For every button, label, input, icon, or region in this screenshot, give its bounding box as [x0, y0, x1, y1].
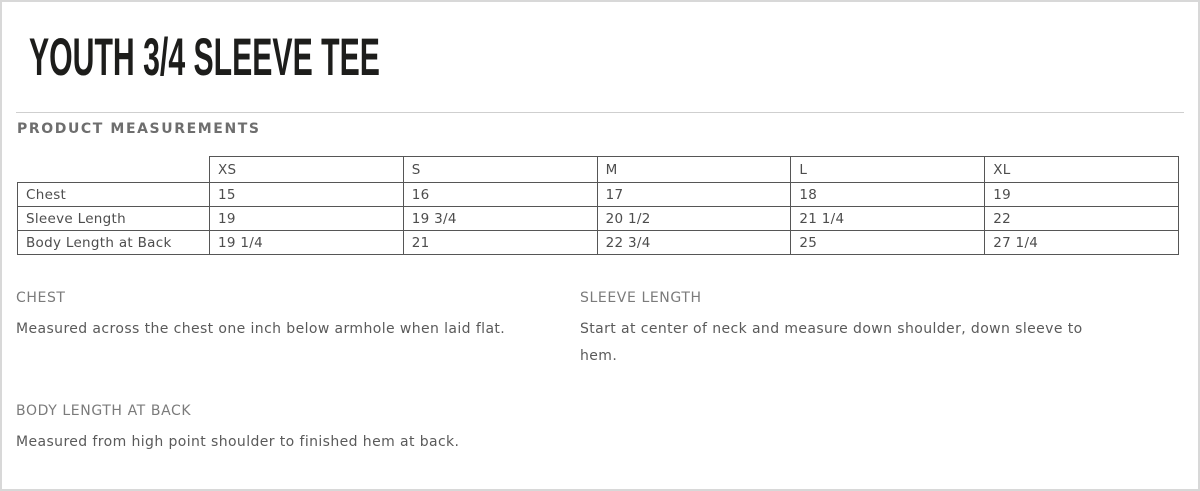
measurement-cell: 15 [210, 183, 404, 207]
measurement-cell: 16 [403, 183, 597, 207]
title-divider [16, 112, 1184, 113]
row-label: Chest [18, 183, 210, 207]
definition-chest [16, 289, 580, 370]
definition-heading: SLEEVE LENGTH [580, 290, 702, 306]
row-label: Sleeve Length [18, 207, 210, 231]
measurement-cell: 19 3/4 [403, 207, 597, 231]
measurement-cell: 18 [791, 183, 985, 207]
table-row-body-length-at-back [18, 231, 1179, 255]
table-header-row [18, 157, 1179, 183]
measurements-table [17, 156, 1179, 255]
table-row-sleeve-length [18, 207, 1179, 231]
measurement-cell: 17 [597, 183, 791, 207]
column-header-s: S [403, 157, 597, 183]
definition-heading: CHEST [16, 290, 66, 306]
definition-text: Measured across the chest one inch below armhole when laid flat. [16, 321, 506, 337]
measurement-cell: 22 3/4 [597, 231, 791, 255]
page-title [29, 28, 1198, 87]
measurement-cell: 22 [985, 207, 1179, 231]
definition-body-length-at-back [16, 402, 580, 456]
product-measurements-label: PRODUCT MEASUREMENTS [17, 121, 261, 137]
measurement-cell: 21 1/4 [791, 207, 985, 231]
column-header-xl: XL [985, 157, 1179, 183]
page-title-text: YOUTH 3/4 SLEEVE TEE [29, 28, 380, 87]
definition-text: Start at center of neck and measure down shoulder, down sleeve to hem. [580, 321, 1083, 364]
measurement-cell: 27 1/4 [985, 231, 1179, 255]
measurement-cell: 19 1/4 [210, 231, 404, 255]
measurement-cell: 25 [791, 231, 985, 255]
column-header-xs: XS [210, 157, 404, 183]
column-header-l: L [791, 157, 985, 183]
table-corner-cell [18, 157, 210, 183]
measurement-cell: 19 [210, 207, 404, 231]
definition-sleeve-length [580, 289, 1120, 370]
measurement-cell: 21 [403, 231, 597, 255]
measurement-cell: 20 1/2 [597, 207, 791, 231]
row-label: Body Length at Back [18, 231, 210, 255]
definition-text: Measured from high point shoulder to finished hem at back. [16, 434, 460, 450]
definition-heading: BODY LENGTH AT BACK [16, 403, 192, 419]
table-row-chest [18, 183, 1179, 207]
definitions-section [16, 289, 1198, 456]
measurement-cell: 19 [985, 183, 1179, 207]
column-header-m: M [597, 157, 791, 183]
